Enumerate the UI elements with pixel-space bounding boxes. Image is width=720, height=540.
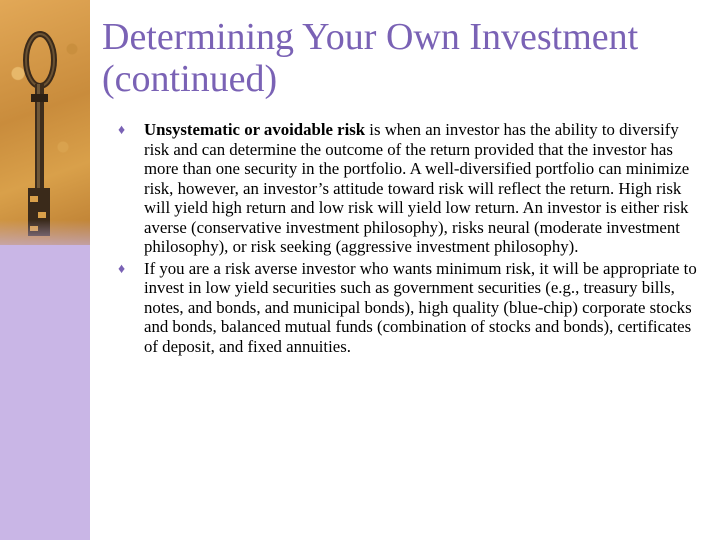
diamond-bullet-icon: ♦: [118, 261, 126, 277]
slide-title-line2: (continued): [102, 58, 278, 100]
bullet-list: [118, 120, 708, 358]
bullet-item: [118, 120, 708, 257]
photo-fade: [0, 220, 90, 260]
key-photo: [0, 0, 90, 245]
diamond-bullet-icon: ♦: [118, 123, 126, 138]
slide-title: [102, 16, 702, 100]
bullet-text: If you are a risk averse investor who wants minimum risk, it will be appropriate to invest in low yield securities such as government securities (e.g., treasury bills, notes, and bonds, and municipal bonds), high quality (blue-chip) corporate stocks and bonds, balanced mutual funds (combination of stocks and bonds), certificates of deposit, and fixed annuities.: [144, 258, 697, 356]
slide-title-line1: Determining Your Own Investment: [102, 16, 639, 58]
bullet-text: is when an investor has the ability to diversify risk and can determine the outcome of the return provided that the investor has more than one security in the portfolio. A well-diversified portfolio can minimize risk, however, an investor’s attitude toward risk will reflect the return. High risk will yield high return and low risk will yield low return. An investor is either risk averse (conservative investment philosophy), risks neural (moderate investment philosophy), or risk seeking (aggressive investment philosophy).: [144, 120, 690, 256]
key-icon: [0, 0, 90, 245]
bullet-bold-lead: Unsystematic or avoidable risk: [144, 120, 366, 139]
bullet-item: [118, 259, 708, 357]
